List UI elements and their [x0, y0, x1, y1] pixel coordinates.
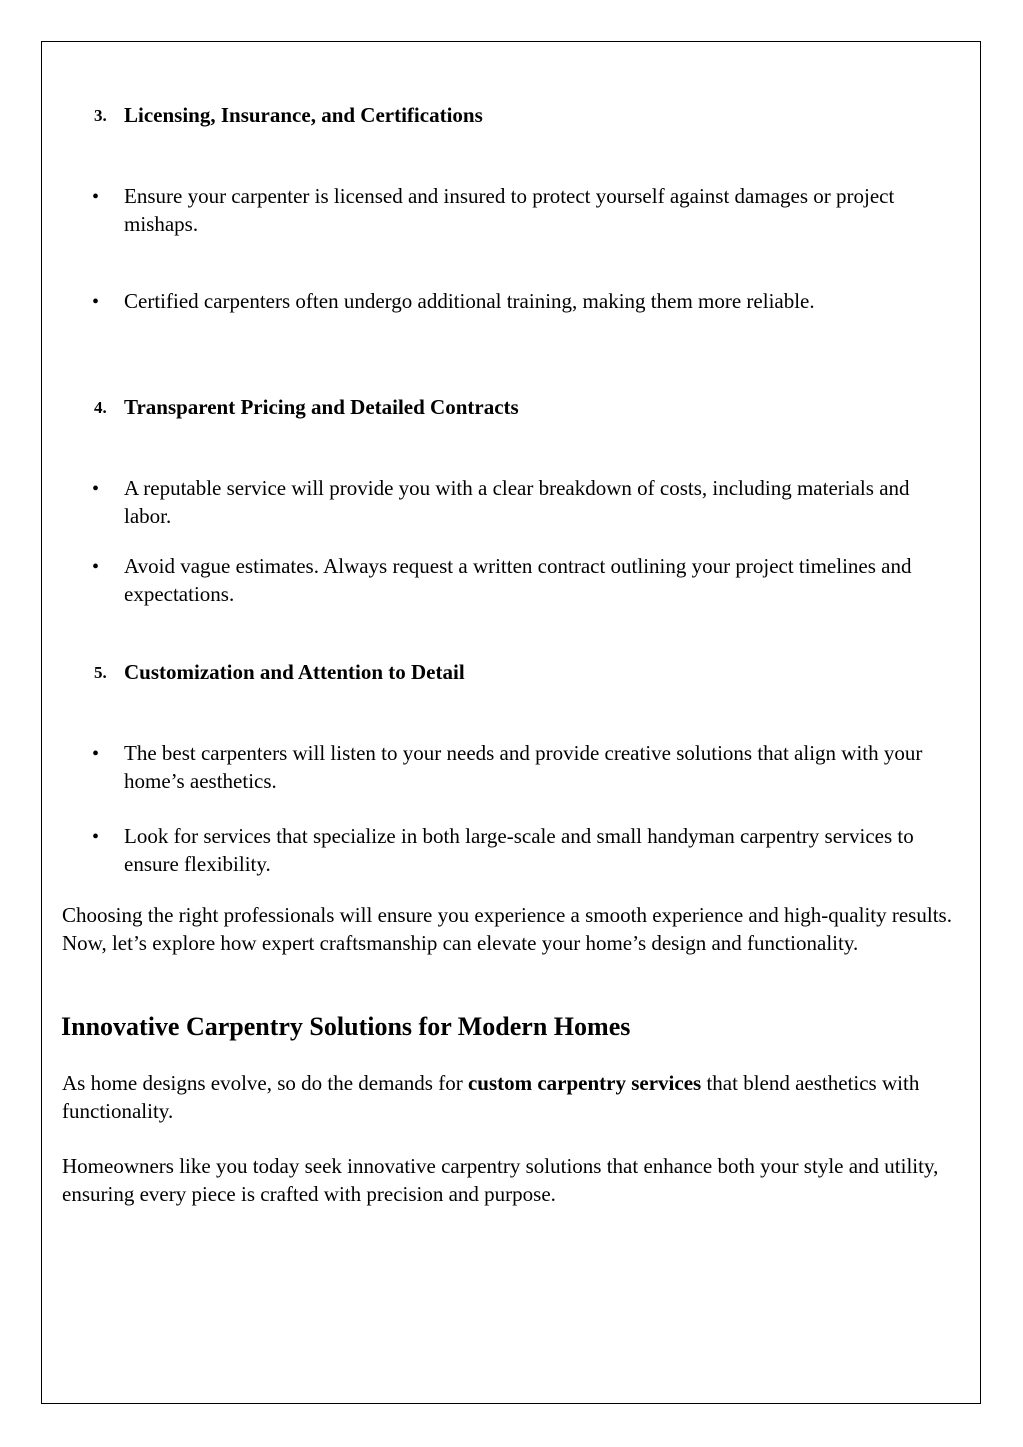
section-3-heading: Licensing, Insurance, and Certifications [124, 103, 483, 127]
section-4-bullet-2: Avoid vague estimates. Always request a written contract outlining your project timelines and expectations. [124, 554, 912, 606]
section-3-number: 3. [94, 106, 107, 125]
section-4-number: 4. [94, 398, 107, 417]
bullet-marker: • [92, 478, 100, 500]
section-4-bullet-1: A reputable service will provide you with a clear breakdown of costs, including materials and labor. [124, 476, 910, 528]
closing-paragraph: Choosing the right professionals will ensure you experience a smooth experience and high-quality results. Now, let’s explore how expert craftsmanship can elevate your home’s design and functionality. [62, 903, 952, 955]
innovative-paragraph-2: Homeowners like you today seek innovative carpentry solutions that enhance both your style and utility, ensuring every piece is crafted with precision and purpose. [62, 1154, 939, 1206]
bullet-marker: • [92, 186, 100, 208]
custom-carpentry-emphasis: custom carpentry services [467, 1071, 702, 1095]
section-3-bullet-2: Certified carpenters often undergo additional training, making them more reliable. [124, 289, 815, 313]
bullet-marker: • [92, 743, 100, 765]
section-5-heading: Customization and Attention to Detail [124, 660, 465, 684]
innovative-paragraph-1-start: As home designs evolve, so do the demands for [62, 1071, 468, 1095]
section-3-bullet-1: Ensure your carpenter is licensed and insured to protect yourself against damages or project mishaps. [124, 184, 895, 236]
section-5-number: 5. [94, 663, 107, 682]
innovative-paragraph-1-end: that blend aesthetics with functionality. [62, 1071, 920, 1123]
bullet-marker: • [92, 291, 100, 313]
innovative-paragraph-1 [62, 1069, 932, 1125]
bullet-marker: • [92, 826, 100, 848]
innovative-heading: Innovative Carpentry Solutions for Modern Homes [61, 1012, 631, 1041]
bullet-marker: • [92, 556, 100, 578]
section-5-bullet-1: The best carpenters will listen to your needs and provide creative solutions that align with your home’s aesthetics. [124, 741, 923, 793]
section-5-bullet-2: Look for services that specialize in both large-scale and small handyman carpentry services to ensure flexibility. [124, 824, 914, 876]
section-4-heading: Transparent Pricing and Detailed Contracts [124, 395, 519, 419]
